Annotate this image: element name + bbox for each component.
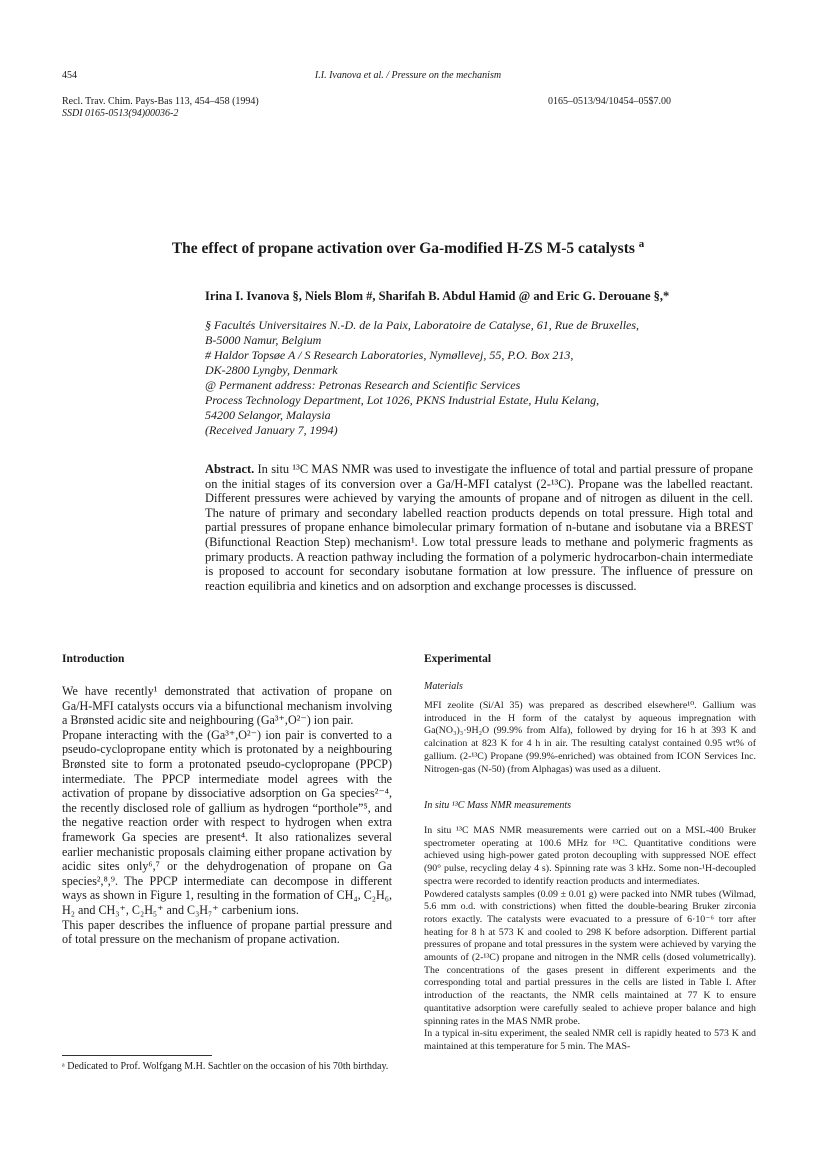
affiliation-line: 54200 Selangor, Malaysia bbox=[205, 408, 331, 422]
affiliation-line: # Haldor Topsøe A / S Research Laboratories, Nymøllevej, 55, P.O. Box 213, bbox=[205, 348, 574, 362]
nmr-heading: In situ ¹³C Mass NMR measurements bbox=[424, 800, 572, 811]
nmr-body bbox=[424, 825, 756, 1054]
affiliation-line: B-5000 Namur, Belgium bbox=[205, 333, 322, 347]
paper-title-text: The effect of propane activation over Ga-modified H-ZS M-5 catalysts bbox=[171, 240, 639, 257]
price-code: 0165–0513/94/10454–05$7.00 bbox=[548, 96, 672, 107]
ssdi-code: SSDI 0165-0513(94)00036-2 bbox=[62, 108, 179, 119]
affiliation-line: @ Permanent address: Petronas Research and Scientific Services bbox=[205, 378, 521, 392]
nmr-paragraph: In situ ¹³C MAS NMR measurements were carried out on a MSL-400 Bruker spectrometer operating at 100.6 MHz for ¹³C. Quantitative conditions were achieved using high-power gated proton decoupling with suppressed NOE effect (90° pulse, recycling delay 4 s). Spinning rate was 3 kHz. Some non-¹H-decoupled spectra were recorded to identify reaction products and intermediates. bbox=[424, 825, 756, 887]
affiliation-line: § Facultés Universitaires N.-D. de la Paix, Laboratoire de Catalyse, 61, Rue de Bruxelles, bbox=[205, 318, 640, 332]
nmr-paragraph: In a typical in-situ experiment, the sealed NMR cell is rapidly heated to 573 K and maintained at this temperature for 5 min. The MAS- bbox=[424, 1028, 756, 1052]
footnote: ᵃ Dedicated to Prof. Wolfgang M.H. Sachtler on the occasion of his 70th birthday. bbox=[62, 1061, 389, 1072]
introduction-body bbox=[62, 684, 392, 947]
footnote-rule bbox=[62, 1055, 212, 1056]
journal-citation: Recl. Trav. Chim. Pays-Bas 113, 454–458 (1994) bbox=[62, 96, 259, 107]
running-header-title: I.I. Ivanova et al. / Pressure on the mechanism bbox=[314, 70, 502, 81]
received-date: (Received January 7, 1994) bbox=[205, 423, 338, 437]
nmr-paragraph: Powdered catalysts samples (0.09 ± 0.01 g) were packed into NMR tubes (Wilmad, 5.6 mm o.d. with constrictions) when fitted the double-bearing Bruker zirconia rotors exactly. The catalysts were evacuated to a pressure of 6·10⁻⁶ torr after heating for 8 h at 573 K and cooled to 298 K before adsorption. Different partial pressures of propane and total pressures in the system were achieved by varying the amounts of (2-¹³C) propane and nitrogen in the NMR cells (dosed volumetrically). The concentrations of the gases present in different experiments and the corresponding total and partial pressures in the cells are listed in Table I. After introduction of the reactants, the NMR cells maintained at 77 K to ensure quantitative adsorption were carefully sealed to achieve proper balance and high spinning rates in the MAS NMR probe. bbox=[424, 888, 756, 1027]
abstract-label: Abstract. bbox=[205, 462, 255, 476]
affiliations bbox=[205, 318, 725, 438]
abstract-text: In situ ¹³C MAS NMR was used to investigate the influence of total and partial pressure of propane on the initial stages of its conversion over a Ga/H-MFI catalyst (2-¹³C). Propane was the labelled reactant. Different pressures were achieved by varying the amounts of propane and of nitrogen as diluent in the cell. The nature of primary and secondary labelled reaction products depends on total pressure. High total and partial pressures of propane enhance bimolecular primary formation of n-butane and isobutane via a BREST (Bifunctional Reaction Step) mechanism¹. Low total pressure leads to methane and polymeric fragments as primary products. A reaction pathway including the formation of a polymeric hydrocarbon-chain intermediate is proposed to account for secondary isobutane formation at low pressure. The influence of pressure on reaction equilibria and kinetics and on adsorption and exchange processes is discussed. bbox=[205, 462, 753, 593]
affiliation-line: Process Technology Department, Lot 1026, PKNS Industrial Estate, Hulu Kelang, bbox=[205, 393, 600, 407]
experimental-heading: Experimental bbox=[424, 653, 492, 665]
intro-paragraph: This paper describes the influence of propane partial pressure and of total pressure on the mechanism of propane activation. bbox=[62, 917, 392, 947]
intro-paragraph: We have recently¹ demonstrated that activation of propane on Ga/H-MFI catalysts occurs via a bifunctional mechanism involving a Brønsted acidic site and neighbouring (Ga³⁺,O²⁻) ion pair. bbox=[62, 684, 392, 728]
title-footnote-mark: a bbox=[638, 237, 645, 250]
paper-title bbox=[0, 237, 816, 258]
abstract bbox=[205, 462, 753, 593]
introduction-heading: Introduction bbox=[62, 653, 125, 665]
materials-heading: Materials bbox=[424, 681, 463, 692]
affiliation-line: DK-2800 Lyngby, Denmark bbox=[205, 363, 338, 377]
materials-text: MFI zeolite (Si/Al 35) was prepared as described elsewhere¹⁰. Gallium was introduced in the H form of the catalyst by aqueous impregnation with Ga(NO₃)₃·9H₂O (99.9% from Alfa), followed by drying for 16 h at 393 K and calcination at 823 K for 4 h in air. The resulting catalyst contained 0.95 wt% of gallium. (2-¹³C) Propane (99.9%-enriched) was obtained from ICON Services Inc. Nitrogen-gas (N-50) (from Alphagas) was used as a diluent. bbox=[424, 700, 756, 775]
author-list: Irina I. Ivanova §, Niels Blom #, Sharifah B. Abdul Hamid @ and Eric G. Derouane §,* bbox=[205, 289, 670, 303]
page-number: 454 bbox=[62, 70, 77, 81]
intro-paragraph: Propane interacting with the (Ga³⁺,O²⁻) ion pair is converted to a pseudo-cyclopropane entity which is protonated by a neighbouring Brønsted site to form a protonated pseudo-cyclopropane (PPCP) intermediate. The PPCP intermediate model agrees with the activation of propane by dissociative adsorption on Ga species²⁻⁴, the recently disclosed role of gallium as hydrogen “porthole”⁵, and the negative reaction order with respect to hydrogen when extra framework Ga species are present⁴. It also rationalizes several earlier mechanistic proposals claiming either propane activation by acidic sites only⁶,⁷ or the dehydrogenation of propane on Ga species²,⁸,⁹. The PPCP intermediate can decompose in different ways as shown in Figure 1, resulting in the formation of CH₄, C₂H₆, H₂ and CH₃⁺, C₂H₅⁺ and C₃H₇⁺ carbenium ions. bbox=[62, 727, 392, 917]
